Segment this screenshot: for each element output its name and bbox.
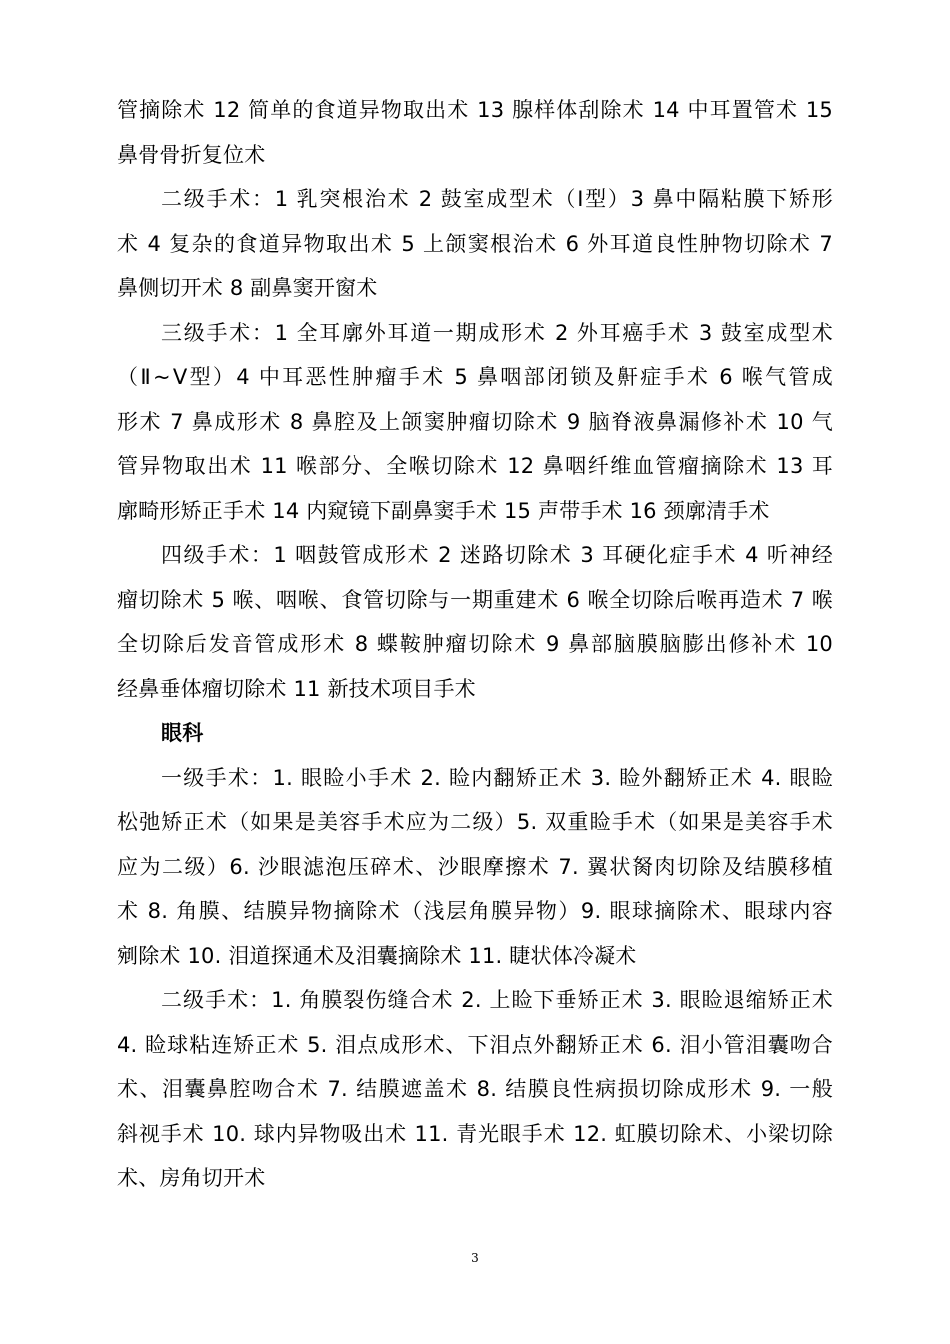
text-line: 四级手术：1 咽鼓管成形术 2 迷路切除术 3 耳硬化症手术 4 听神经 bbox=[161, 543, 833, 567]
text-line: 术、房角切开术 bbox=[117, 1166, 266, 1190]
document-body bbox=[117, 88, 833, 1201]
text-line: 术 4 复杂的食道异物取出术 5 上颌窦根治术 6 外耳道良性肿物切除术 7 bbox=[117, 231, 833, 256]
text-line: 廓畸形矫正手术 14 内窥镜下副鼻窦手术 15 声带手术 16 颈廓清手术 bbox=[117, 498, 770, 523]
text-line: 剜除术 10. 泪道探通术及泪囊摘除术 11. 睫状体冷凝术 bbox=[117, 943, 637, 968]
text-line: 管异物取出术 11 喉部分、全喉切除术 12 鼻咽纤维血管瘤摘除术 13 耳 bbox=[117, 454, 833, 478]
text-line: 瘤切除术 5 喉、咽喉、食管切除与一期重建术 6 喉全切除后喉再造术 7 喉 bbox=[117, 587, 833, 612]
page-number: 3 bbox=[471, 1251, 479, 1265]
text-line: 一级手术：1. 眼睑小手术 2. 睑内翻矫正术 3. 睑外翻矫正术 4. 眼睑 bbox=[161, 765, 833, 790]
text-line: 术、泪囊鼻腔吻合术 7. 结膜遮盖术 8. 结膜良性病损切除成形术 9. 一般 bbox=[117, 1077, 833, 1101]
text-line: 4. 睑球粘连矫正术 5. 泪点成形术、下泪点外翻矫正术 6. 泪小管泪囊吻合 bbox=[117, 1032, 833, 1057]
text-line: 松弛矫正术（如果是美容手术应为二级）5. 双重睑手术（如果是美容手术 bbox=[117, 810, 833, 834]
text-line: （Ⅱ~Ⅴ型）4 中耳恶性肿瘤手术 5 鼻咽部闭锁及鼾症手术 6 喉气管成 bbox=[117, 365, 833, 389]
text-line: 二级手术：1 乳突根治术 2 鼓室成型术（I型）3 鼻中隔粘膜下矫形 bbox=[161, 187, 833, 211]
text-line: 二级手术：1. 角膜裂伤缝合术 2. 上睑下垂矫正术 3. 眼睑退缩矫正术 bbox=[161, 988, 833, 1012]
text-line: 术 8. 角膜、结膜异物摘除术（浅层角膜异物）9. 眼球摘除术、眼球内容 bbox=[117, 899, 833, 923]
text-line: 经鼻垂体瘤切除术 11 新技术项目手术 bbox=[117, 676, 476, 701]
text-line: 管摘除术 12 简单的食道异物取出术 13 腺样体刮除术 14 中耳置管术 15 bbox=[117, 98, 833, 122]
text-line: 鼻骨骨折复位术 bbox=[117, 142, 266, 167]
text-line: 斜视手术 10. 球内异物吸出术 11. 青光眼手术 12. 虹膜切除术、小梁切除 bbox=[117, 1121, 833, 1146]
text-line: 全切除后发音管成形术 8 蝶鞍肿瘤切除术 9 鼻部脑膜脑膨出修补术 10 bbox=[117, 632, 833, 656]
text-line: 形术 7 鼻成形术 8 鼻腔及上颌窦肿瘤切除术 9 脑脊液鼻漏修补术 10 气 bbox=[117, 409, 833, 434]
section-heading: 眼科 bbox=[161, 721, 204, 745]
text-line: 鼻侧切开术 8 副鼻窦开窗术 bbox=[117, 276, 378, 300]
text-line: 三级手术：1 全耳廓外耳道一期成形术 2 外耳癌手术 3 鼓室成型术 bbox=[161, 320, 833, 345]
text-line: 应为二级）6. 沙眼滤泡压碎术、沙眼摩擦术 7. 翼状胬肉切除及结膜移植 bbox=[117, 854, 833, 879]
